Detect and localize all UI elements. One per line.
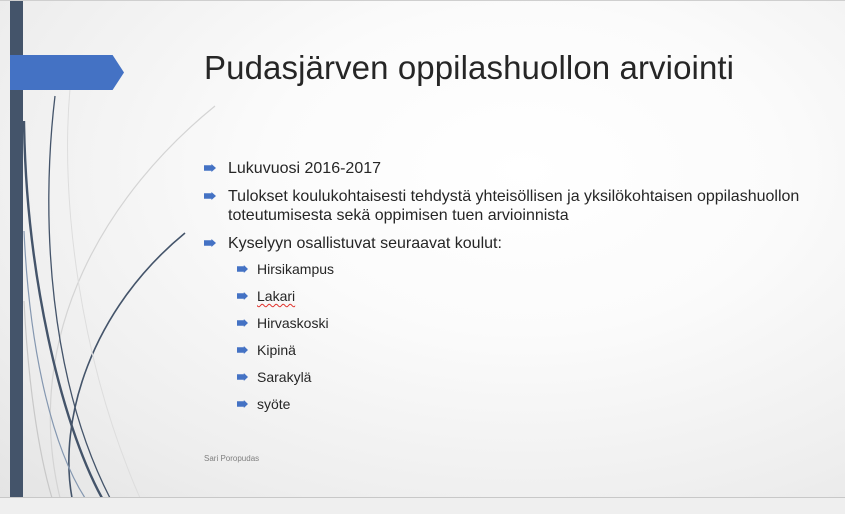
school-item[interactable] xyxy=(237,396,804,413)
school-list xyxy=(237,261,804,413)
school-item[interactable] xyxy=(237,342,804,359)
school-name: syöte xyxy=(257,396,291,412)
slide-content[interactable] xyxy=(204,159,804,423)
editor-bottom-strip xyxy=(0,497,845,514)
arrow-bullet-icon xyxy=(237,346,248,354)
arrow-bullet-icon xyxy=(204,239,216,247)
arrow-bullet-icon xyxy=(237,373,248,381)
bullet-item[interactable] xyxy=(204,234,804,413)
school-item[interactable] xyxy=(237,315,804,332)
arrow-bullet-icon xyxy=(237,265,248,273)
slide-title[interactable]: Pudasjärven oppilashuollon arviointi xyxy=(204,49,735,86)
arrow-bullet-icon xyxy=(237,319,248,327)
slide-footer[interactable]: Sari Poropudas xyxy=(204,454,260,463)
school-name: Kipinä xyxy=(257,342,296,358)
bullet-text: Tulokset koulukohtaisesti tehdystä yhteisöllisen ja yksilökohtaisen oppilashuollon toteutumisesta sekä oppimisen tuen arvioinnista xyxy=(228,188,800,224)
arrow-bullet-icon xyxy=(237,400,248,408)
bullet-item[interactable] xyxy=(204,159,804,178)
school-name: Sarakylä xyxy=(257,369,312,385)
bullet-list xyxy=(204,159,804,413)
title-arrow-banner xyxy=(10,55,124,90)
arrow-bullet-icon xyxy=(204,164,216,172)
school-name: Hirvaskoski xyxy=(257,315,329,331)
bullet-text: Lukuvuosi 2016-2017 xyxy=(228,160,382,177)
school-name: Hirsikampus xyxy=(257,261,335,277)
arrow-bullet-icon xyxy=(204,192,216,200)
bullet-item[interactable] xyxy=(204,187,804,225)
bullet-text: Kyselyyn osallistuvat seuraavat koulut: xyxy=(228,235,502,252)
school-item[interactable] xyxy=(237,261,804,278)
school-item[interactable] xyxy=(237,288,804,305)
school-name-spellcheck: Lakari xyxy=(257,288,296,304)
arrow-bullet-icon xyxy=(237,292,248,300)
school-item[interactable] xyxy=(237,369,804,386)
